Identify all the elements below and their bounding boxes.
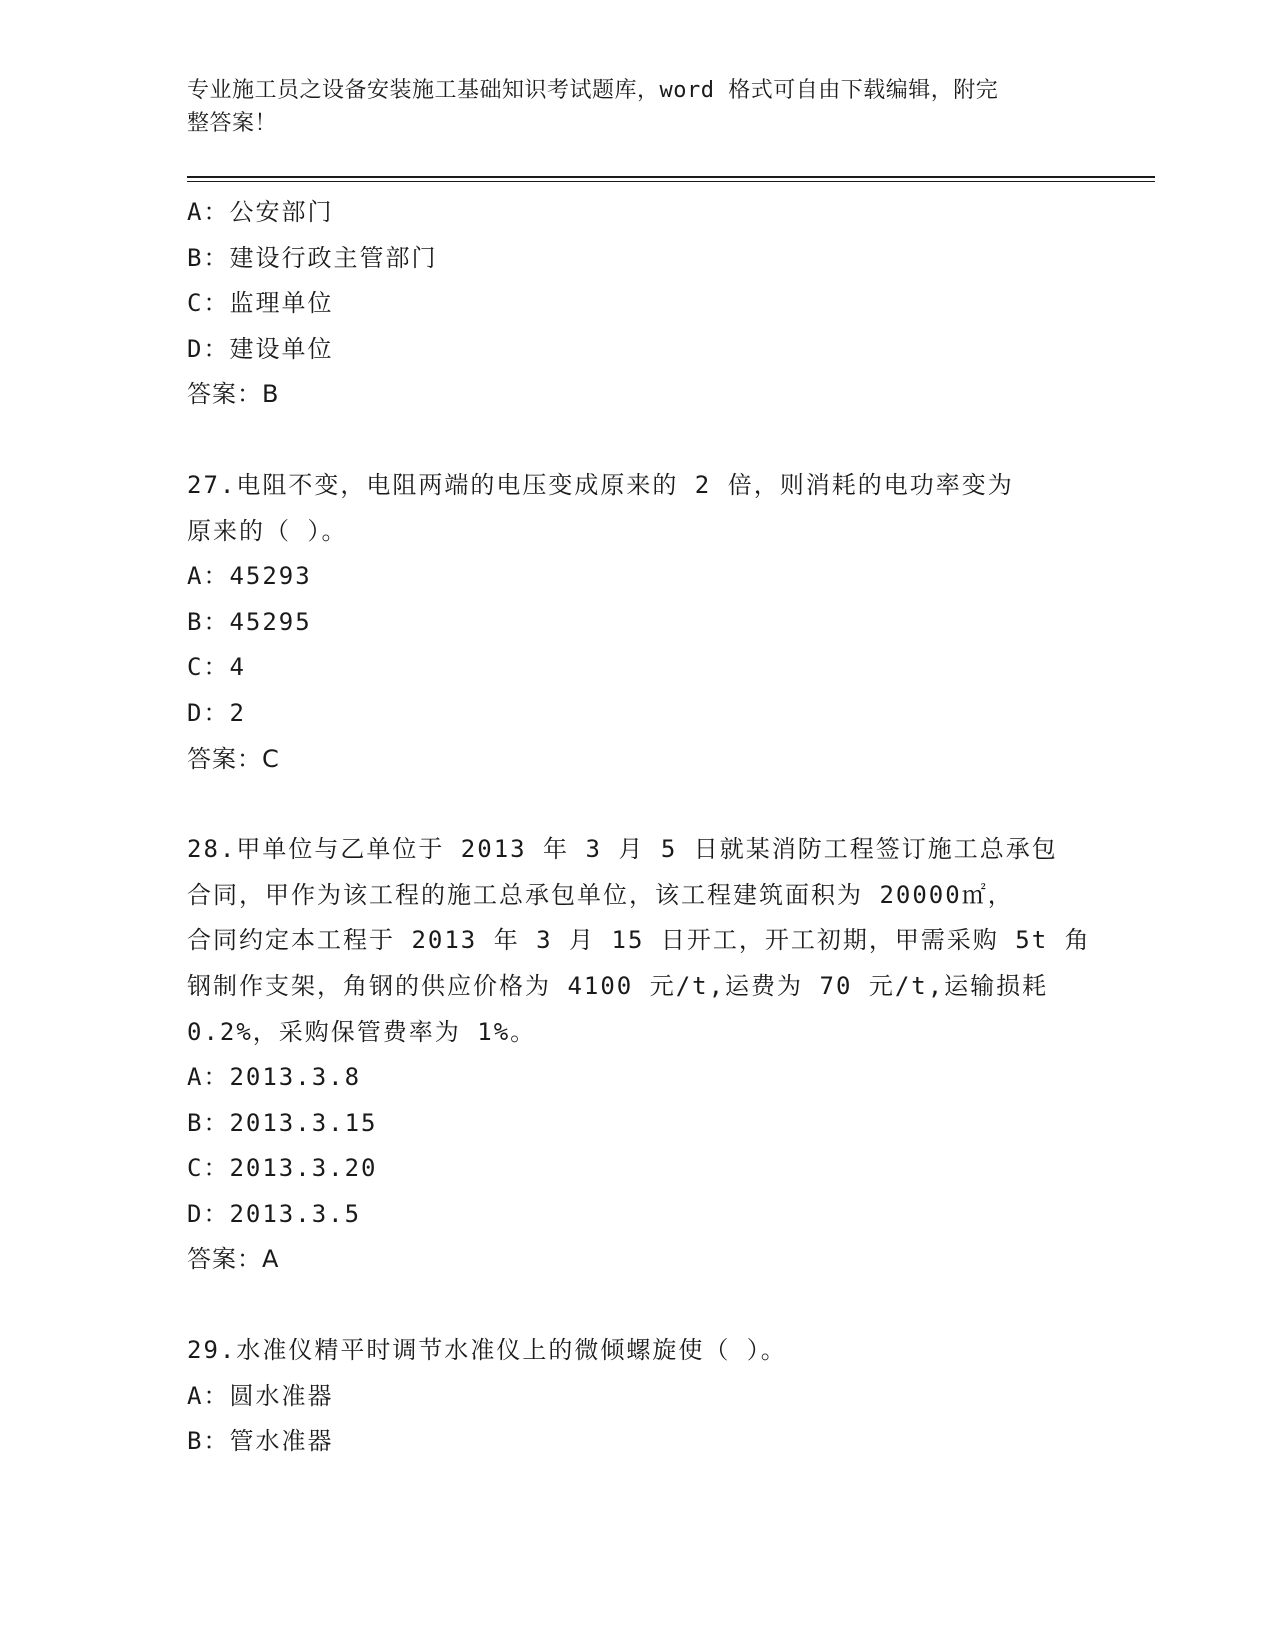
question-spacer [187, 782, 1087, 827]
option-d: D：建设单位 [187, 334, 334, 363]
question-27 [187, 463, 1087, 782]
question-stem-line: 27.电阻不变，电阻两端的电压变成原来的 2 倍，则消耗的电功率变为 [187, 470, 1014, 499]
answer-line: 答案：C [187, 744, 280, 773]
question-26 [187, 190, 1087, 418]
header-rule-thin [187, 181, 1155, 182]
header-line-2: 整答案！ [187, 111, 278, 136]
option-c: C：监理单位 [187, 289, 334, 318]
option-c: C：4 [187, 653, 246, 682]
question-stem-line: 0.2%，采购保管费率为 1%。 [187, 1017, 537, 1046]
answer-line: 答案：A [187, 1245, 280, 1274]
option-a: A：2013.3.8 [187, 1063, 362, 1092]
option-b: B：45295 [187, 607, 312, 636]
question-stem-line: 合同约定本工程于 2013 年 3 月 15 日开工，开工初期，甲需采购 5t 角 [187, 926, 1091, 955]
answer-line: 答案：B [187, 380, 280, 409]
header-line-1: 专业施工员之设备安装施工基础知识考试题库，word 格式可自由下载编辑，附完 [187, 78, 999, 103]
option-b: B：管水准器 [187, 1427, 334, 1456]
question-content [187, 190, 1091, 1465]
option-d: D：2013.3.5 [187, 1199, 362, 1228]
question-stem-line: 29.水准仪精平时调节水准仪上的微倾螺旋使（ ）。 [187, 1336, 787, 1365]
option-b: B：2013.3.15 [187, 1108, 378, 1137]
question-stem-line: 28.甲单位与乙单位于 2013 年 3 月 5 日就某消防工程签订施工总承包 [187, 835, 1058, 864]
question-28 [187, 827, 1091, 1283]
page-header [187, 74, 1067, 140]
header-rule-thick [187, 176, 1155, 178]
option-d: D：2 [187, 698, 246, 727]
question-spacer [187, 1283, 1087, 1328]
option-b: B：建设行政主管部门 [187, 243, 438, 272]
option-c: C：2013.3.20 [187, 1154, 378, 1183]
question-spacer [187, 418, 1087, 463]
question-stem-line: 原来的（ ）。 [187, 516, 348, 545]
question-stem-line: 合同，甲作为该工程的施工总承包单位，该工程建筑面积为 20000㎡， [187, 880, 1014, 909]
option-a: A：圆水准器 [187, 1381, 334, 1410]
question-stem-line: 钢制作支架，角钢的供应价格为 4100 元/t,运费为 70 元/t,运输损耗 [187, 971, 1049, 1000]
option-a: A：公安部门 [187, 198, 334, 226]
question-29 [187, 1328, 1087, 1465]
option-a: A：45293 [187, 562, 312, 591]
